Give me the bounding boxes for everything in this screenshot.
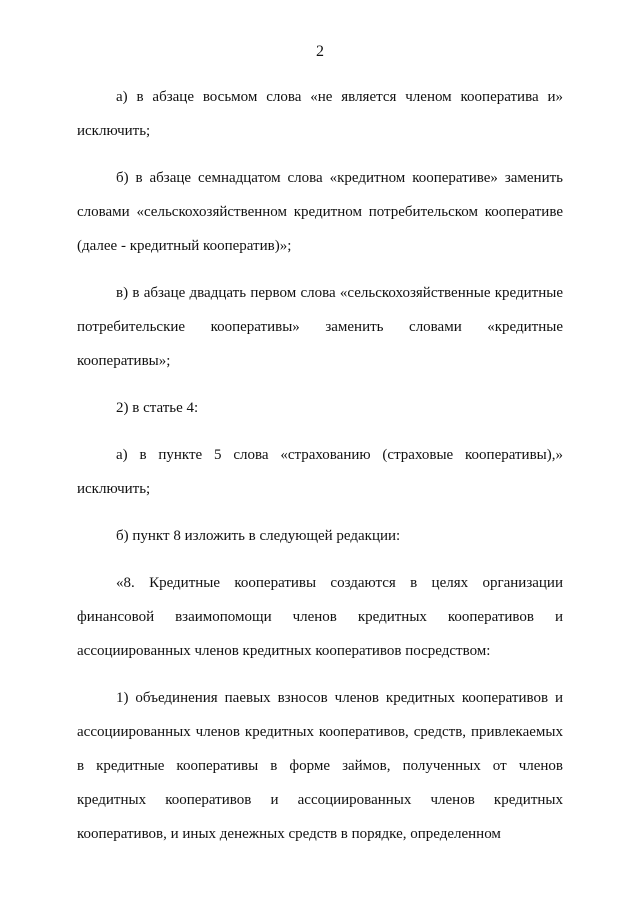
paragraph: б) в абзаце семнадцатом слова «кредитном кооперативе» заменить словами «сельскохозяйственном кредитном потребительском кооперативе (далее - кредитный кооператив)»;: [77, 170, 563, 254]
paragraph: 1) объединения паевых взносов членов кредитных кооперативов и ассоциированных членов кредитных кооперативов, средств, привлекаемых в кредитные кооперативы в форме займов, полученных от членов кредитных кооперативов и ассоциированных членов кредитных кооперативов, и иных денежных средств в порядке, определенном: [77, 690, 563, 842]
paragraph: а) в пункте 5 слова «страхованию (страховые кооперативы),» исключить;: [77, 447, 563, 497]
paragraph: «8. Кредитные кооперативы создаются в целях организации финансовой взаимопомощи членов кредитных кооперативов и ассоциированных членов кредитных кооперативов посредством:: [77, 575, 563, 659]
page-number: 2: [316, 43, 324, 60]
paragraph: 2) в статье 4:: [116, 400, 199, 416]
paragraph: б) пункт 8 изложить в следующей редакции:: [116, 528, 401, 544]
paragraph: в) в абзаце двадцать первом слова «сельскохозяйственные кредитные потребительские кооперативы» заменить словами «кредитные кооперативы»;: [77, 285, 563, 369]
paragraph: а) в абзаце восьмом слова «не является членом кооператива и» исключить;: [77, 89, 563, 139]
document-body: [77, 80, 563, 864]
